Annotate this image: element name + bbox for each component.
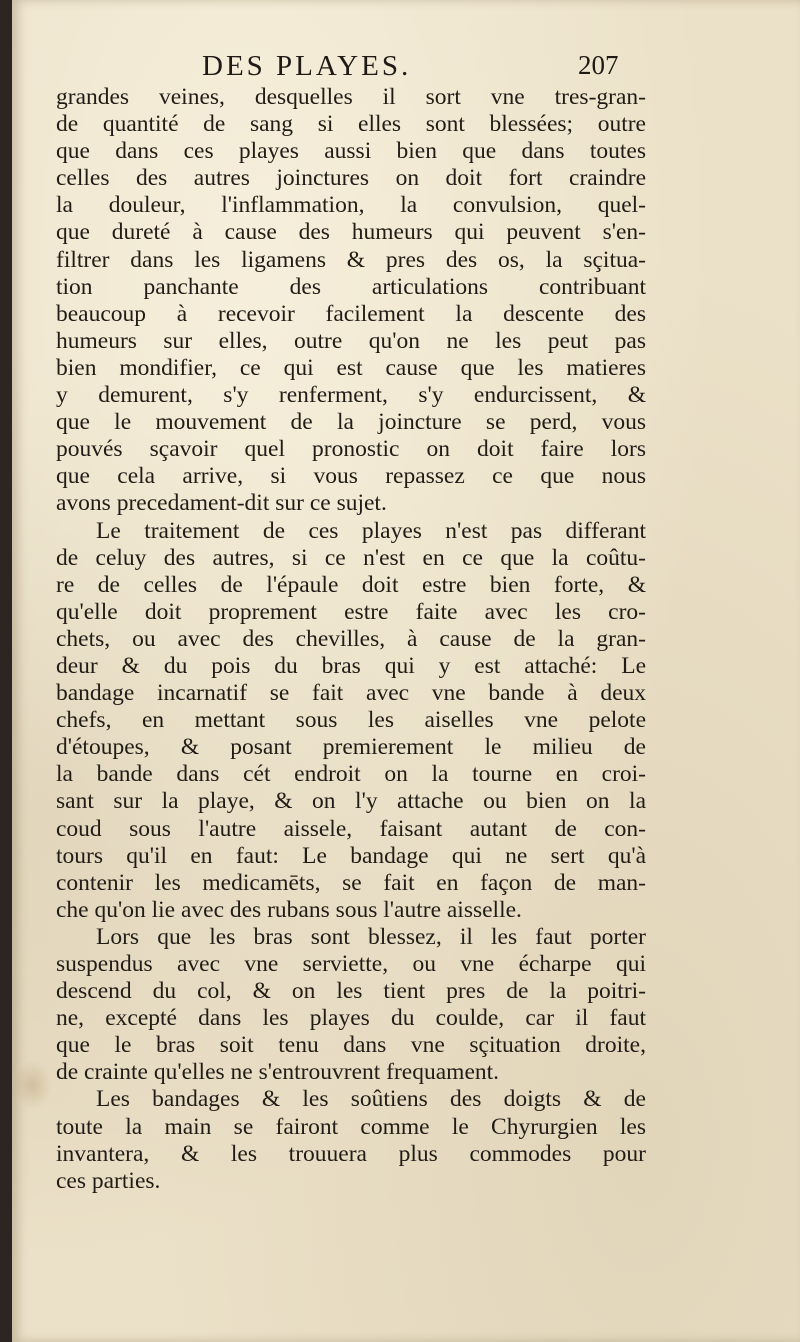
text-line: que dureté à cause des humeurs qui peuvent s'en- xyxy=(56,219,646,246)
page-number: 207 xyxy=(578,50,619,80)
text-line: deur & du pois du bras qui y est attaché: Le xyxy=(56,652,646,679)
text-line: y demurent, s'y renferment, s'y endurcissent, & xyxy=(56,382,646,409)
text-line: tours qu'il en faut: Le bandage qui ne sert qu'à xyxy=(56,842,646,869)
text-line: coud sous l'autre aissele, faisant autant de con- xyxy=(56,815,646,842)
text-line: de crainte qu'elles ne s'entrouvrent frequament. xyxy=(56,1059,500,1086)
text-line: toute la main se fairont comme le Chyrurgien les xyxy=(56,1113,646,1140)
text-line: Le traitement de ces playes n'est pas differant xyxy=(96,517,646,544)
text-line: invantera, & les trouuera plus commodes pour xyxy=(56,1140,646,1167)
text-line: qu'elle doit proprement estre faite avec les cro- xyxy=(56,598,646,625)
text-line: la bande dans cét endroit on la tourne en croi- xyxy=(56,761,646,788)
text-line: suspendus avec vne serviette, ou vne écharpe qui xyxy=(56,951,646,977)
text-line: beaucoup à recevoir facilement la descente des xyxy=(56,300,646,327)
text-line: que le bras soit tenu dans vne sçituation droite, xyxy=(56,1032,646,1059)
running-title: DES PLAYES. xyxy=(202,50,412,82)
text-line: de celuy des autres, si ce n'est en ce que la coûtu- xyxy=(56,544,646,571)
body-text xyxy=(56,84,646,1195)
text-line: grandes veines, desquelles il sort vne tres-gran- xyxy=(56,84,646,110)
text-line: que cela arrive, si vous repassez ce que nous xyxy=(56,463,646,490)
text-line: sant sur la playe, & on l'y attache ou bien on la xyxy=(56,788,646,815)
text-line: bien mondifier, ce qui est cause que les matieres xyxy=(56,354,646,381)
text-line: celles des autres joinctures on doit fort craindre xyxy=(56,165,646,192)
book-page xyxy=(12,0,800,1342)
text-line: chefs, en mettant sous les aiselles vne pelote xyxy=(56,707,646,734)
text-line: Lors que les bras sont blessez, il les faut porter xyxy=(96,923,646,950)
text-line: ces parties. xyxy=(56,1167,161,1194)
text-line: re de celles de l'épaule doit estre bien forte, & xyxy=(56,571,646,598)
text-line: ne, excepté dans les playes du coulde, car il faut xyxy=(56,1005,646,1032)
text-line: de quantité de sang si elles sont blessées; outre xyxy=(56,111,646,138)
text-line: descend du col, & on les tient pres de la poitri- xyxy=(56,978,646,1005)
text-line: humeurs sur elles, outre qu'on ne les peut pas xyxy=(56,327,646,354)
text-line: d'étoupes, & posant premierement le milieu de xyxy=(56,734,646,761)
text-line: chets, ou avec des chevilles, à cause de la gran- xyxy=(56,625,646,652)
text-line: Les bandages & les soûtiens des doigts & de xyxy=(96,1086,646,1113)
text-line: que dans ces playes aussi bien que dans toutes xyxy=(56,138,646,165)
page-header xyxy=(12,50,800,86)
text-line: bandage incarnatif se fait avec vne bande à deux xyxy=(56,680,646,707)
text-line: que le mouvement de la joincture se perd, vous xyxy=(56,409,646,436)
text-line: che qu'on lie avec des rubans sous l'autre aisselle. xyxy=(56,896,522,923)
text-line: contenir les medicamēts, se fait en façon de man- xyxy=(56,869,646,896)
text-line: filtrer dans les ligamens & pres des os, la sçitua- xyxy=(56,246,646,273)
paper-stain xyxy=(12,1060,52,1110)
text-line: avons precedament-dit sur ce sujet. xyxy=(56,490,387,517)
text-line: pouvés sçavoir quel pronostic on doit faire lors xyxy=(56,436,646,463)
text-line: la douleur, l'inflammation, la convulsion, quel- xyxy=(56,192,646,219)
text-line: tion panchante des articulations contribuant xyxy=(56,273,646,300)
